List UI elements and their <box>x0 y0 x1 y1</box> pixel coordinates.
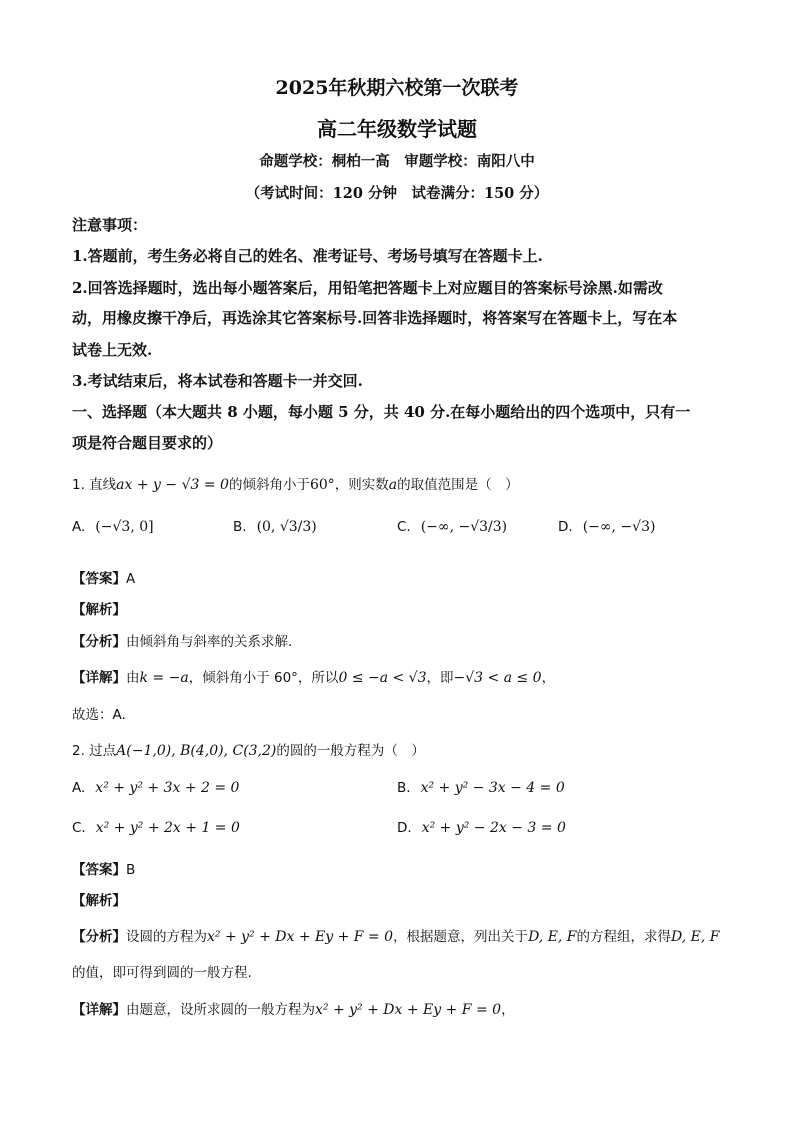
answer-value: B <box>126 862 136 878</box>
question-2-fenxi <box>72 925 722 945</box>
fenxi-tag: 【分析】 <box>72 929 126 945</box>
xiangjie-text-1: 由 <box>126 670 140 686</box>
xiangjie-ineq: 0 ≤ −a < √3 <box>338 670 427 686</box>
fenxi-text-1: 设圆的方程为 <box>126 929 207 945</box>
question-2-option-b <box>397 780 565 796</box>
exam-info: （考试时间：120 分钟 试卷满分：150 分） <box>245 185 549 202</box>
fenxi-equation: x² + y² + Dx + Ey + F = 0 <box>207 929 394 945</box>
xiangjie-tag: 【详解】 <box>72 1002 126 1018</box>
option-d-label: D. <box>558 519 573 535</box>
option-b-value: (0, √3/3) <box>256 519 317 535</box>
xiangjie-ineq-2: −√3 < a ≤ 0 <box>453 670 542 686</box>
question-1-prefix: 1. 直线 <box>72 477 117 493</box>
option-c-value: (−∞, −√3/3) <box>420 519 508 535</box>
notice-item-1: 1.答题前，考生务必将自己的姓名、准考证号、考场号填写在答题卡上. <box>72 247 543 265</box>
question-1-xiangjie <box>72 666 722 686</box>
question-1-option-b <box>233 519 317 535</box>
xiangjie-tag: 【详解】 <box>72 670 126 686</box>
fenxi-vars-2: D, E, F <box>671 929 720 945</box>
exam-title: 2025年秋期六校第一次联考 <box>275 77 519 99</box>
xiangjie-text-3: ，即 <box>426 670 454 686</box>
question-2-xiangjie <box>72 998 722 1018</box>
question-1-var: a <box>388 477 398 493</box>
notice-item-2-line-2: 动，用橡皮擦干净后，再选涂其它答案标号.回答非选择题时，将答案写在答题卡上，写在本 <box>72 309 678 327</box>
option-a-value: (−√3, 0] <box>95 519 154 535</box>
question-2-prefix: 2. 过点 <box>72 743 117 759</box>
answer-value: A <box>126 571 136 587</box>
question-1-option-d <box>558 519 655 535</box>
option-d-value: x² + y² − 2x − 3 = 0 <box>421 820 566 836</box>
question-2-stem <box>72 739 722 759</box>
question-1-suffix: 的取值范围是（ ） <box>397 477 519 493</box>
xiangjie-equation: x² + y² + Dx + Ey + F = 0 <box>315 1002 502 1018</box>
section-1-heading-line-1: 一、选择题（本大题共 8 小题，每小题 5 分，共 40 分.在每小题给出的四个选项中，只有一 <box>72 403 691 421</box>
question-2-points: A(−1,0), B(4,0), C(3,2) <box>116 743 277 759</box>
question-1-stem <box>72 473 722 493</box>
question-1-angle: 60° <box>309 477 335 493</box>
fenxi-text-3: 的方程组，求得 <box>576 929 672 945</box>
exam-schools: 命题学校：桐柏一高 审题学校：南阳八中 <box>259 153 535 170</box>
answer-tag: 【答案】 <box>72 571 126 587</box>
notice-item-2-line-3: 试卷上无效. <box>72 341 153 359</box>
option-c-label: C. <box>72 820 86 836</box>
question-2-fenxi-cont: 的值，即可得到圆的一般方程. <box>72 965 252 981</box>
option-c-label: C. <box>397 519 411 535</box>
option-b-value: x² + y² − 3x − 4 = 0 <box>420 780 565 796</box>
question-1-mid2: ，则实数 <box>334 477 389 493</box>
xiangjie-k-eq: k = −a <box>139 670 189 686</box>
question-1-option-c <box>397 519 507 535</box>
option-b-label: B. <box>233 519 247 535</box>
exam-subtitle: 高二年级数学试题 <box>317 117 477 141</box>
xiangjie-text-2: ， <box>501 1002 515 1018</box>
xiangjie-text-4: ， <box>541 670 556 686</box>
fenxi-vars: D, E, F <box>528 929 577 945</box>
question-1-choice: 故选：A. <box>72 707 126 723</box>
xiangjie-text-1: 由题意，设所求圆的一般方程为 <box>126 1002 315 1018</box>
question-2-option-d <box>397 820 566 836</box>
xiangjie-text-2: ，倾斜角小于 60°，所以 <box>188 670 339 686</box>
option-a-value: x² + y² + 3x + 2 = 0 <box>95 780 240 796</box>
notice-heading: 注意事项： <box>72 216 148 234</box>
question-2-option-c <box>72 820 240 836</box>
option-a-label: A. <box>72 780 86 796</box>
option-d-label: D. <box>397 820 412 836</box>
question-2-suffix: 的圆的一般方程为（ ） <box>276 743 425 759</box>
fenxi-text: 由倾斜角与斜率的关系求解. <box>126 634 293 650</box>
question-1-equation: ax + y − √3 = 0 <box>116 477 229 493</box>
question-1-option-a <box>72 519 154 535</box>
question-1-analysis-tag: 【解析】 <box>72 602 126 618</box>
question-1-mid: 的倾斜角小于 <box>228 477 310 493</box>
option-b-label: B. <box>397 780 411 796</box>
fenxi-tag: 【分析】 <box>72 634 126 650</box>
notice-item-2-line-1: 2.回答选择题时，选出每小题答案后，用铅笔把答题卡上对应题目的答案标号涂黑.如需改 <box>72 279 663 297</box>
option-d-value: (−∞, −√3) <box>582 519 656 535</box>
fenxi-text-2: ，根据题意，列出关于 <box>393 929 529 945</box>
answer-tag: 【答案】 <box>72 862 126 878</box>
option-c-value: x² + y² + 2x + 1 = 0 <box>95 820 240 836</box>
question-1-fenxi <box>72 630 722 650</box>
question-1-answer <box>72 567 722 587</box>
notice-item-3: 3.考试结束后，将本试卷和答题卡一并交回. <box>72 372 363 390</box>
question-2-analysis-tag: 【解析】 <box>72 893 126 909</box>
question-2-answer <box>72 858 722 878</box>
option-a-label: A. <box>72 519 86 535</box>
section-1-heading-line-2: 项是符合题目要求的） <box>72 434 223 452</box>
question-2-option-a <box>72 780 239 796</box>
